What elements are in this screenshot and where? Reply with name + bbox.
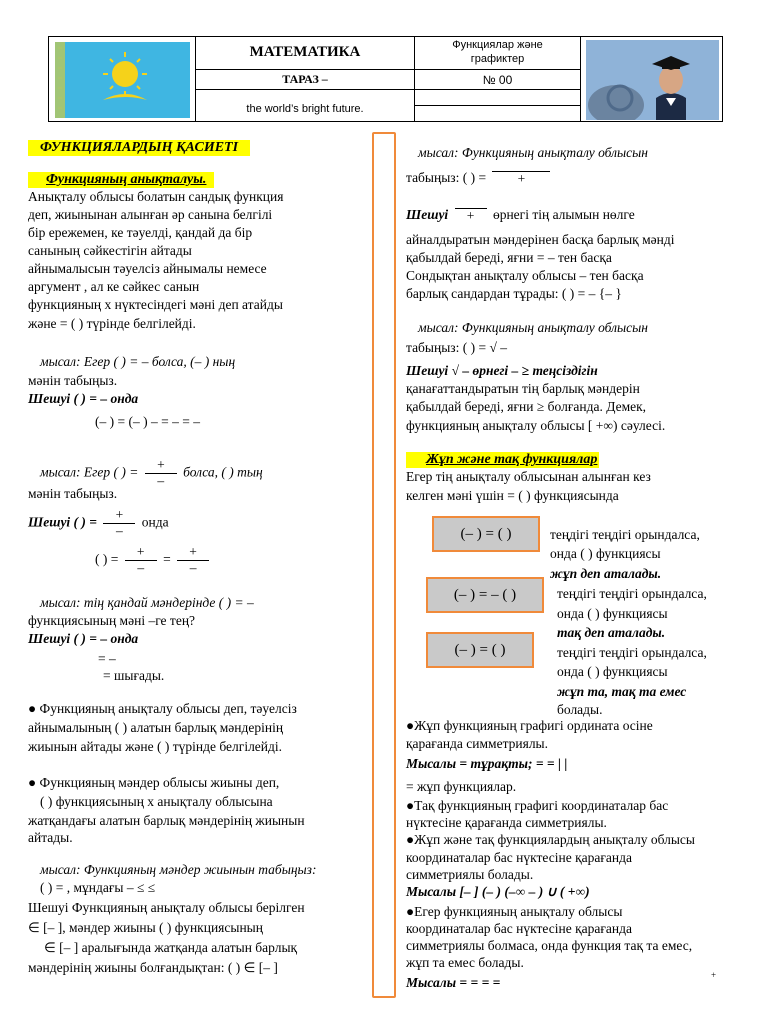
neither-text: онда ( ) функциясы [557, 664, 668, 679]
odd-formula-box: (– ) = – ( ) [426, 577, 544, 613]
denominator: – [116, 522, 123, 538]
solution-6-cont: функцияның анықталу облысы [ +∞) сәулесі. [406, 418, 666, 433]
fraction [103, 508, 135, 539]
numerator: + [103, 508, 135, 524]
issue-number: № 00 [415, 70, 581, 90]
solution-5-cont: айналдыратын мәндерінен басқа барлық мәнді [406, 232, 675, 247]
note-line: ●Тақ функцияның графигі координаталар бас [406, 798, 669, 813]
intro-line: келген мәні үшін = ( ) функциясында [406, 488, 619, 503]
column-divider [372, 132, 396, 998]
example-5: мысал: Функцияның анықталу облысын [418, 145, 648, 160]
fraction [145, 458, 177, 489]
solution-4: Шешуі Функцияның анықталу облысы берілген [28, 900, 305, 915]
text: = [163, 551, 171, 567]
fraction [455, 208, 487, 224]
example-6-cont: табыңыз: ( ) = √ – [406, 340, 508, 355]
even-text: теңдігі теңдігі орындалса, [550, 527, 700, 542]
solution-3: Шешуі ( ) = – онда [28, 631, 139, 646]
example-2-cont: мәнін табыңыз. [28, 486, 118, 501]
example-1: мысал: Егер ( ) = – болса, (– ) ның [40, 354, 236, 369]
superscript-plus: + [711, 970, 717, 980]
text-line: аргумент , ал ке сәйкес санын [28, 279, 200, 294]
neither-text: теңдігі теңдігі орындалса, [557, 645, 707, 660]
header-empty-cell [415, 90, 581, 106]
solution-5-cont: барлық сандардан тұрады: ( ) = – {– } [406, 286, 622, 301]
note-line: Мысалы [– ] (– ) (–∞ – ) ∪ ( +∞) [406, 884, 590, 899]
example-2 [40, 458, 263, 489]
solution-1: Шешуі ( ) = – онда [28, 391, 139, 406]
solution-4: ∈ [– ], мәндер жиыны ( ) функциясының [28, 920, 263, 935]
text: табыңыз: ( ) = [406, 170, 487, 185]
motto: the world’s bright future. [195, 90, 415, 122]
fraction [492, 171, 550, 187]
text-line: функцияның x нүктесіндегі мәні деп атайды [28, 297, 283, 312]
subsection-title: Функцияның анықталуы. [28, 172, 214, 188]
example-6: мысал: Функцияның анықталу облысын [418, 320, 648, 335]
solution-5 [406, 207, 635, 224]
intro-line: Егер тің анықталу облысынан алынған кез [406, 469, 651, 484]
text: онда [141, 514, 169, 530]
note-line: нүктесіне қарағанда симметриялы. [406, 815, 607, 830]
domain-definition: айнымалының ( ) алатын барлық мәндерінің [28, 720, 284, 735]
denominator: + [517, 170, 526, 186]
solution-3-cont: = шығады. [103, 668, 165, 683]
note-line: ●Жұп және тақ функциялардың анықталу облысы [406, 832, 695, 847]
header-empty-cell [415, 106, 581, 122]
text: өрнегі тің алымын нөлге [492, 207, 635, 222]
numerator: + [177, 545, 209, 561]
neither-text: жұп та, тақ та емес [557, 684, 687, 699]
solution-3-cont: = – [98, 651, 116, 666]
solution-2 [28, 508, 169, 539]
graduate-photo [586, 40, 719, 120]
note-line: Мысалы = = = = [406, 975, 501, 990]
range-definition: айтады. [28, 830, 73, 845]
example-3: мысал: тің қандай мәндерінде ( ) = – [40, 595, 254, 610]
range-definition: ● Функцияның мәндер облысы жиыны деп, [28, 775, 280, 790]
denominator: – [189, 559, 197, 575]
city-label: ТАРАЗ – [195, 70, 415, 90]
neither-formula-box: (– ) = ( ) [426, 632, 534, 668]
even-formula-box: (– ) = ( ) [432, 516, 540, 552]
example-3-cont: функциясының мәні –ге тең? [28, 613, 196, 628]
example-1-cont: мәнін табыңыз. [28, 373, 118, 388]
note-line: симметриялы болмаса, онда функция тақ та емес, [406, 938, 693, 953]
range-definition: ( ) функциясының x анықталу облысына [40, 794, 273, 809]
kazakhstan-flag [55, 42, 190, 118]
neither-text: болады. [557, 702, 603, 717]
note-line: координаталар бас нүктесіне қарағанда [406, 850, 632, 865]
denominator: – [157, 472, 165, 488]
text-line: айнымалысын тәуелсіз айнымалы немесе [28, 261, 267, 276]
note-line: координаталар бас нүктесіне қарағанда [406, 921, 632, 936]
even-text: жұп деп аталады. [550, 566, 662, 581]
text: Шешуі [406, 207, 449, 222]
text-line: деп, жиынынан алынған әр санына белгілі [28, 207, 273, 222]
solution-4: ∈ [– ] аралығында жатқанда алатын барлық [44, 940, 298, 955]
text: Шешуі ( ) = [28, 514, 97, 530]
solution-5-cont: қабылдай береді, яғни = – тен басқа [406, 250, 612, 265]
note-line: жұп та емес болады. [406, 955, 524, 970]
fraction [177, 545, 209, 576]
text-line: бір ережемен, ке тәуелді, қандай да бір [28, 225, 253, 240]
solution-6-cont: қабылдай береді, яғни ≥ болғанда. Демек, [406, 399, 647, 414]
solution-1-cont: (– ) = (– ) – = – = – [95, 414, 200, 429]
fraction [125, 545, 157, 576]
domain-definition: жиынын айтады және ( ) түрінде белгілейді. [28, 739, 283, 754]
note-line: симметриялы болады. [406, 867, 534, 882]
example-4: мысал: Функцияның мәндер жиынын табыңыз: [40, 862, 317, 877]
numerator: + [125, 545, 157, 561]
numerator: + [145, 458, 177, 474]
range-definition: жатқандағы алатын барлық мәндерінің жиынын [28, 813, 305, 828]
note-line: қарағанда симметриялы. [406, 736, 549, 751]
section-title-2: Жұп және тақ функциялар [406, 452, 599, 468]
text-line: және = ( ) түрінде белгілейді. [28, 316, 196, 331]
odd-text: онда ( ) функциясы [557, 606, 668, 621]
odd-text: тақ деп аталады. [557, 625, 666, 640]
note-line: Мысалы = тұрақты; = = | | [406, 756, 568, 771]
even-text: онда ( ) функциясы [550, 546, 661, 561]
solution-6-cont: қанағаттандыратын тің барлық мәндерін [406, 381, 640, 396]
example-4-cont: ( ) = , мұндағы – ≤ ≤ [40, 880, 156, 895]
text-line: Анықталу облысы болатын сандық функция [28, 189, 284, 204]
note-line: ●Жұп функцияның графигі ордината осіне [406, 718, 653, 733]
note-line: ●Егер функцияның анықталу облысы [406, 904, 623, 919]
note-line: = жұп функциялар. [406, 779, 517, 794]
section-title: ФУНКЦИЯЛАРДЫҢ ҚАСИЕТІ [28, 140, 250, 156]
subject-title: МАТЕМАТИКА [195, 36, 415, 70]
example-5-cont [406, 170, 553, 187]
topic-title: Функциялар және графиктер [415, 36, 581, 70]
solution-4: мәндерінің жиыны болғандықтан: ( ) ∈ [– ] [28, 960, 278, 975]
denominator: + [466, 207, 475, 223]
solution-5-cont: Сондықтан анықталу облысы – тен басқа [406, 268, 644, 283]
denominator: – [137, 559, 145, 575]
solution-6: Шешуі √ – өрнегі – ≥ теңсіздігін [406, 363, 598, 378]
text: мысал: Егер ( ) = [40, 464, 139, 480]
text: болса, ( ) тың [183, 464, 263, 480]
text: ( ) = [95, 551, 119, 567]
odd-text: теңдігі теңдігі орындалса, [557, 586, 707, 601]
solution-2-cont [95, 545, 212, 576]
domain-definition: ● Функцияның анықталу облысы деп, тәуелсіз [28, 701, 297, 716]
text-line: санының сәйкестігін айтады [28, 243, 192, 258]
